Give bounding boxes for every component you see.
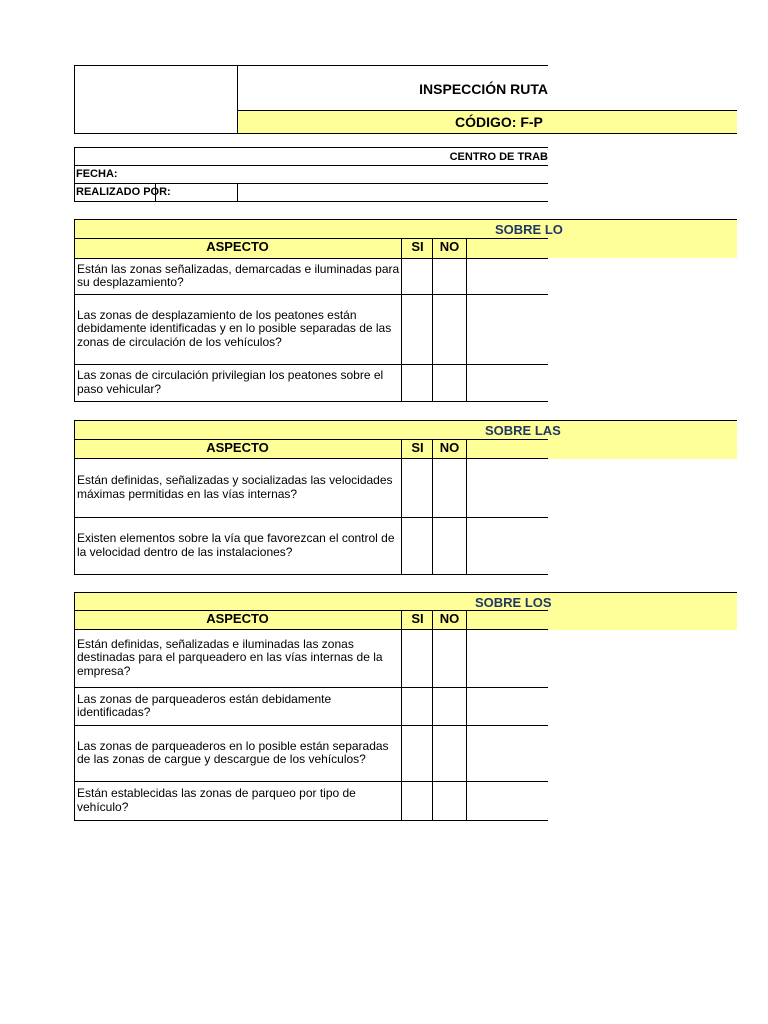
section-1-aspect-header: ASPECTO (206, 239, 269, 254)
section-2-aspect-header: ASPECTO (206, 440, 269, 455)
section-2-row-2: Existen elementos sobre la vía que favorezcan el control de la velocidad dentro de las instalaciones? (74, 517, 402, 575)
section-1-title-extension (548, 238, 737, 258)
section-3-no-header: NO (432, 610, 467, 629)
work-center-row (74, 147, 548, 166)
document-title: INSPECCIÓN RUTA (419, 80, 548, 97)
document-title-cell (237, 65, 548, 111)
section-2-row-1: Están definidas, señalizadas y socializadas las velocidades máximas permitidas en las vías internas? (74, 458, 402, 518)
section-3-row-2: Las zonas de parqueaderos están debidamente identificadas? (74, 687, 402, 726)
section-2-row-2-yes-cell[interactable] (401, 517, 433, 575)
section-3-row-3-yes-cell[interactable] (401, 725, 433, 782)
section-1-no-header: NO (432, 238, 467, 258)
section-3-row-4-no-cell[interactable] (432, 781, 467, 821)
section-2-row-1-yes-cell[interactable] (401, 458, 433, 518)
section-1-row-2: Las zonas de desplazamiento de los peatones están debidamente identificadas y en lo posible separadas de las zonas de circulación de los vehículos? (74, 294, 402, 365)
section-3-row-3-no-cell[interactable] (432, 725, 467, 782)
date-label: FECHA: (76, 168, 118, 180)
section-3-title-extension (548, 610, 737, 630)
section-1-row-2-yes-cell[interactable] (401, 294, 433, 365)
section-1-row-3-notes-cell[interactable] (466, 364, 548, 402)
section-1-row-3: Las zonas de circulación privilegian los peatones sobre el paso vehicular? (74, 364, 402, 402)
done-by-value-cell[interactable] (237, 184, 238, 202)
section-2-row-2-notes-cell[interactable] (466, 517, 548, 575)
section-3-row-3: Las zonas de parqueaderos en lo posible están separadas de las zonas de cargue y descargue de los vehículos? (74, 725, 402, 782)
section-3-row-2-no-cell[interactable] (432, 687, 467, 726)
section-3-row-4: Están establecidas las zonas de parqueo por tipo de vehículo? (74, 781, 402, 821)
work-center-label: CENTRO DE TRAB (449, 150, 548, 163)
section-2-row-1-notes-cell[interactable] (466, 458, 548, 518)
section-3-row-1-no-cell[interactable] (432, 629, 467, 688)
section-3-row-1-notes-cell[interactable] (466, 629, 548, 688)
section-3-row-2-notes-cell[interactable] (466, 687, 548, 726)
section-1-row-1-notes-cell[interactable] (466, 258, 548, 295)
section-1-row-1-no-cell[interactable] (432, 258, 467, 295)
section-2-row-2-no-cell[interactable] (432, 517, 467, 575)
section-1-row-2-notes-cell[interactable] (466, 294, 548, 365)
section-3-row-4-yes-cell[interactable] (401, 781, 433, 821)
done-by-row (74, 183, 548, 202)
logo-cell (74, 65, 238, 134)
document-code-cell (237, 110, 737, 134)
section-2-title-extension (548, 439, 737, 459)
section-3-row-4-notes-cell[interactable] (466, 781, 548, 821)
section-3-row-3-notes-cell[interactable] (466, 725, 548, 782)
section-1-row-1: Están las zonas señalizadas, demarcadas e iluminadas para su desplazamiento? (74, 258, 402, 295)
section-3-aspect-header: ASPECTO (206, 611, 269, 626)
section-3-row-2-yes-cell[interactable] (401, 687, 433, 726)
section-2-no-header: NO (432, 439, 467, 458)
section-3-title-cell (74, 592, 737, 611)
section-3-yes-header: SI (401, 610, 433, 629)
section-2-title: SOBRE LAS (485, 423, 561, 438)
section-1-row-1-yes-cell[interactable] (401, 258, 433, 295)
done-by-divider-small (155, 184, 156, 202)
section-1-row-3-yes-cell[interactable] (401, 364, 433, 402)
section-1-title: SOBRE LO (495, 222, 563, 237)
document-code: CÓDIGO: F-P (455, 114, 543, 130)
section-3-title: SOBRE LOS (475, 594, 552, 610)
section-1-row-3-no-cell[interactable] (432, 364, 467, 402)
section-1-title-cell (74, 219, 737, 239)
section-2-yes-header: SI (401, 439, 433, 458)
section-2-title-cell (74, 420, 737, 440)
section-2-row-1-no-cell[interactable] (432, 458, 467, 518)
done-by-label: REALIZADO POR: (76, 186, 171, 198)
section-1-yes-header: SI (401, 238, 433, 258)
section-1-row-2-no-cell[interactable] (432, 294, 467, 365)
date-row (74, 165, 548, 184)
section-3-row-1: Están definidas, señalizadas e iluminadas las zonas destinadas para el parqueadero en las vías internas de la empresa? (74, 629, 402, 688)
section-3-row-1-yes-cell[interactable] (401, 629, 433, 688)
